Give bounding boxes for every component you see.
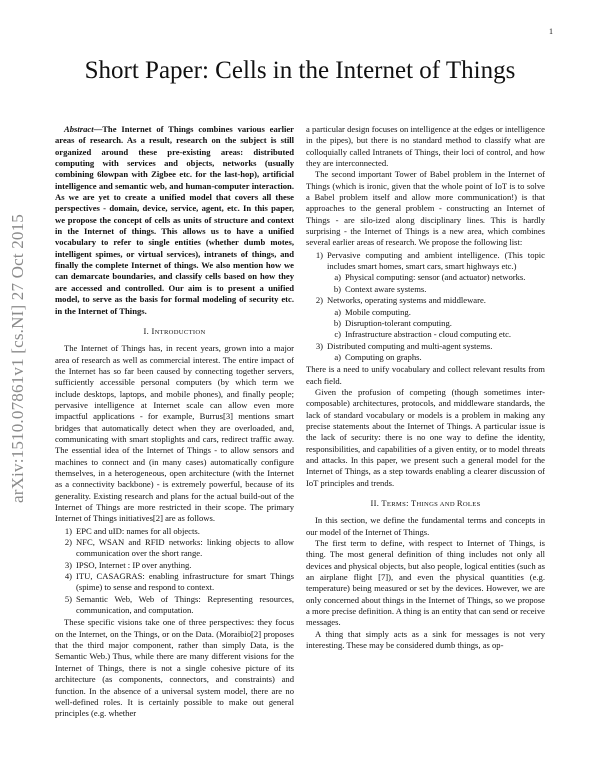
paragraph: The Internet of Things has, in recent years, grown into a major area of research as well as commercial interest. The entire impact of the Internet has so far been caused by connecting together servers, sufficiently accessible personal computers (by which term we include desktops, laptops, and mobile phones), and finally people; pervasive intelligence at Internet scale can allow even more impactful applications - for example, Burrus[3] mentions smart bridges that automatically detect when they are overloaded, and, communicating with smart stoplights and cars, redirect traffic away. The essential idea of the Internet of Things - to allow sensors and machines to connect and (in many cases) automatically configure themselves, in a heterogeneous, open architecture (with the Internet as a connectivity backbone) - is extremely powerful, because of its generality. Existing research and plans for the actual build-out of the Internet of Things are more restricted in their scope. The primary Internet of Things initiatives[2] are as follows. xyxy=(55,343,294,524)
sub-list-item: b) Disruption-tolerant computing. xyxy=(333,317,452,328)
initiatives-list xyxy=(55,526,294,617)
paragraph: a particular design focuses on intelligence at the edges or intelligence in the pipes), but there is no standard method to classify what are colloquially called Intranets of Things, their loci of control, and how they are interconnected. xyxy=(306,124,545,169)
paper-title: Short Paper: Cells in the Internet of Things xyxy=(84,57,516,84)
list-item: 3) Distributed computing and multi-agent systems. xyxy=(315,340,493,351)
paragraph: In this section, we define the fundamental terms and concepts in our model of the Internet of Things. xyxy=(306,515,545,537)
list-item: 1) EPC and uID: names for all objects. xyxy=(64,525,200,536)
paragraph: The first term to define, with respect to Internet of Things, is thing. The most general definition of thing includes not only all devices and physical objects, but also people, logical entities (such as an airplane flight [7]), and even the physical quantities (e.g. temperature) being measured or set by the devices. However, we are only concerned about things in the Internet of Things, so we propose a more precise definition. A thing is an entity that can send or receive messages. xyxy=(306,538,545,628)
right-column xyxy=(306,124,545,651)
list-item: 1) Pervasive computing and ambient intelligence. (This topic includes smart homes, smart cars, smart highways etc.) xyxy=(315,249,545,272)
section-heading-terms: II. TERMS: THINGS AND ROLES xyxy=(370,498,481,508)
list-item: 5) Semantic Web, Web of Things: Representing resources, communication, and computation. xyxy=(64,593,294,616)
paragraph: There is a need to unify vocabulary and collect relevant results from each field. xyxy=(306,364,545,386)
paragraph: A thing that simply acts as a sink for messages is not very interesting. These may be considered dumb things, as op- xyxy=(306,628,545,651)
abstract-label: Abstract xyxy=(64,124,94,134)
page-number: 1 xyxy=(549,27,553,36)
sub-list-item: a) Mobile computing. xyxy=(334,306,411,317)
sub-list-item: a) Physical computing: sensor (and actuator) networks. xyxy=(334,272,526,283)
paragraph: These specific visions take one of three perspectives: they focus on the Internet, on the Things, or on the Data. (Moraibio[2] proposes that the third major component, rather than simply Data, is the Semantic Web.) Thus, while there are many different visions for the Internet of Things, there is not a single cohesive picture of its architecture (as components, connectors, and constraints) and function. In the absence of a universal system model, there are no well-defined roles. It is certainly possible to make out general principles (e.g. whether xyxy=(55,617,294,719)
left-column xyxy=(55,124,294,720)
list-item: 3) IPSO, Internet : IP over anything. xyxy=(64,559,192,570)
list-item: 4) ITU, CASAGRAS: enabling infrastructure for smart Things (spime) to sense and respond to context. xyxy=(64,571,294,593)
sub-list-item: c) Infrastructure abstraction - cloud computing etc. xyxy=(334,329,512,340)
abstract xyxy=(55,124,294,317)
sub-list-item: a) Computing on graphs. xyxy=(334,351,422,362)
research-areas-list xyxy=(306,250,545,363)
list-item: 2) NFC, WSAN and RFID networks: linking objects to allow communication over the short range. xyxy=(64,537,294,559)
abstract-text: —The Internet of Things combines various earlier areas of research. As a result, research on the subject is still organized around these pre-existing areas: distributed computing with services and objects, networks (usually combining 6lowpan with Zigbee etc. for the last-hop), artificial intelligence and semantic web, and human-computer interaction. As we are yet to create a unified model that covers all these perspectives - domain, device, service, agent, etc. In this paper, we propose the concept of cells as units of structure and context in the Internet of things. This allows us to have a unified vocabulary to refer to single entities (whether dumb motes, intelligent spimes, or virtual services), intranets of things, and finally the complete Internet of things. We also mention how we can demarcate boundaries, and classify cells based on how they are accessed and controlled. Our aim is to present a unified model, to serve as the basis for formal modeling of security etc. in the Internet of Things. xyxy=(55,124,294,316)
paragraph: Given the profusion of competing (though sometimes inter-composable) architectures, protocols, and middleware standards, the lack of standard vocabulary or models is a problem in making any precise statements about the Internet of Things. A particular issue is the lack of security: there is no one way to define the identity, responsibilities, and capabilities of a given entity, or to model threats and attacks. In this paper, we present such a general model for the Internet of Things, as a step towards enabling a clearer discussion of IoT principles and trends. xyxy=(306,386,545,488)
paragraph: The second important Tower of Babel problem in the Internet of Things (which is ironic, given that the whole point of IoT is to solve a Babel problem itself and allow more communication!) is that approaches to the general problem - constructing an Internet of Things - are silo-ized along disciplinary lines. This is hardly surprising - the Internet of Things is a new area, which combines several earlier areas of research. We propose the following list: xyxy=(306,169,545,248)
section-heading-introduction: I. INTRODUCTION xyxy=(143,325,206,336)
sub-list-item: b) Context aware systems. xyxy=(333,283,427,294)
arxiv-identifier: arXiv:1510.07861v1 [cs.NI] 27 Oct 2015 xyxy=(8,214,27,503)
list-item: 2) Networks, operating systems and middleware. xyxy=(315,295,486,306)
